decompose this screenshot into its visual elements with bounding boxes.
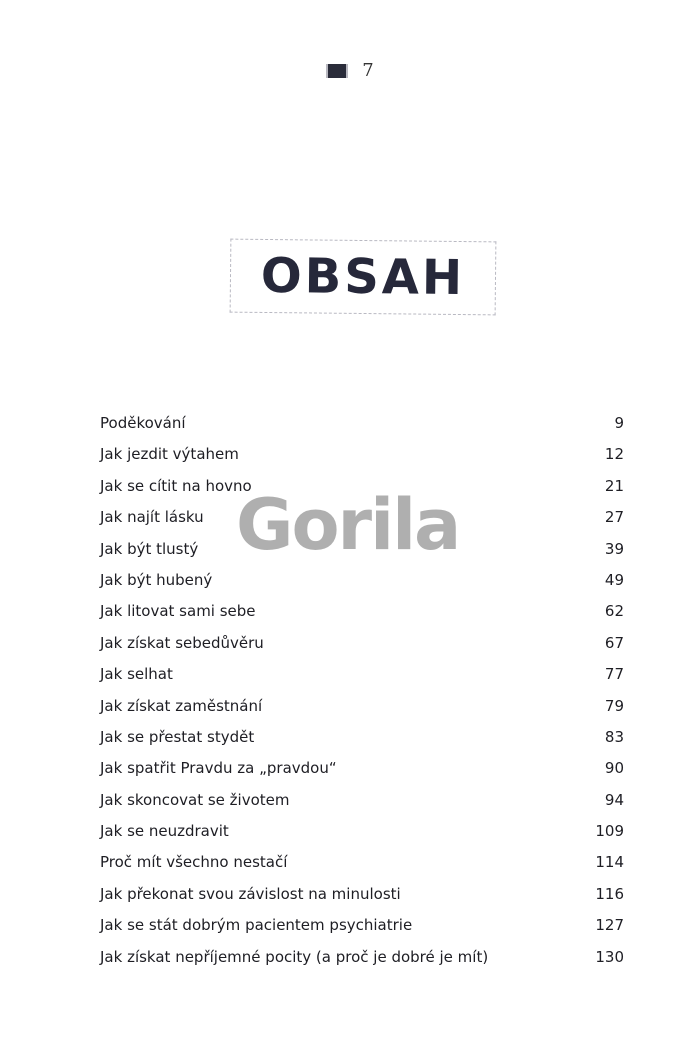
- toc-entry-label: Jak selhat: [100, 665, 173, 684]
- toc-entry-label: Jak získat sebedůvěru: [100, 633, 264, 652]
- toc-entry: [100, 596, 624, 627]
- toc-entry: [100, 659, 624, 690]
- toc-entry: [100, 722, 624, 753]
- toc-entry-page: 109: [595, 822, 624, 841]
- toc-entry-label: Jak získat zaměstnání: [100, 696, 263, 715]
- table-of-contents: [100, 408, 624, 973]
- toc-entry-label: Jak jezdit výtahem: [100, 445, 239, 464]
- toc-entry: [100, 847, 624, 878]
- title-box: [230, 239, 497, 316]
- toc-entry-page: 21: [604, 476, 624, 495]
- toc-entry-page: 130: [595, 947, 624, 966]
- toc-entry: [100, 785, 624, 816]
- toc-entry: [100, 565, 624, 596]
- toc-entry-label: Jak litovat sami sebe: [100, 602, 256, 621]
- page-title: OBSAH: [260, 247, 466, 307]
- toc-entry: [100, 753, 624, 784]
- toc-entry-page: 94: [604, 790, 624, 809]
- toc-entry-label: Jak se stát dobrým pacientem psychiatrie: [100, 916, 413, 935]
- toc-entry-page: 39: [604, 539, 624, 558]
- toc-entry-page: 67: [604, 633, 624, 652]
- toc-entry-page: 79: [604, 696, 624, 715]
- toc-entry-page: 62: [604, 602, 624, 621]
- toc-entry-label: Jak být tlustý: [100, 539, 199, 558]
- toc-entry: [100, 910, 624, 941]
- toc-entry-page: 49: [604, 570, 624, 589]
- toc-entry-label: Jak překonat svou závislost na minulosti: [100, 884, 401, 903]
- toc-entry: [100, 816, 624, 847]
- toc-entry: [100, 534, 624, 565]
- watermark-logo: Gorila: [236, 484, 460, 566]
- toc-entry-page: 77: [604, 665, 624, 684]
- toc-entry-page: 116: [595, 884, 624, 903]
- toc-entry-label: Jak získat nepříjemné pocity (a proč je dobré je mít): [100, 947, 489, 966]
- toc-entry-label: Jak se přestat stydět: [100, 727, 255, 746]
- toc-entry-page: 127: [595, 916, 624, 935]
- toc-entry: [100, 879, 624, 910]
- toc-entry: [100, 942, 624, 973]
- toc-entry: [100, 691, 624, 722]
- toc-entry-label: Jak být hubený: [100, 570, 213, 589]
- toc-entry: [100, 408, 624, 439]
- toc-entry-label: Jak se neuzdravit: [100, 822, 229, 841]
- toc-entry-label: Proč mít všechno nestačí: [100, 853, 288, 872]
- toc-entry-label: Poděkování: [100, 414, 186, 432]
- toc-entry-label: Jak se cítit na hovno: [100, 476, 252, 495]
- toc-entry-page: 12: [604, 445, 624, 464]
- toc-entry-page: 27: [604, 508, 624, 527]
- toc-entry-label: Jak najít lásku: [100, 508, 204, 527]
- toc-entry-page: 9: [614, 414, 624, 432]
- page-number: 7: [362, 60, 374, 81]
- toc-entry-label: Jak spatřit Pravdu za „pravdou“: [100, 759, 337, 778]
- header-mark-icon: [326, 64, 348, 78]
- page-header: [0, 60, 700, 81]
- toc-entry: [100, 502, 624, 533]
- toc-entry-page: 114: [595, 853, 624, 872]
- toc-entry: [100, 628, 624, 659]
- toc-entry-page: 83: [604, 727, 624, 746]
- toc-entry: [100, 471, 624, 502]
- toc-entry-label: Jak skoncovat se životem: [100, 790, 290, 809]
- toc-entry: [100, 439, 624, 470]
- toc-entry-page: 90: [604, 759, 624, 778]
